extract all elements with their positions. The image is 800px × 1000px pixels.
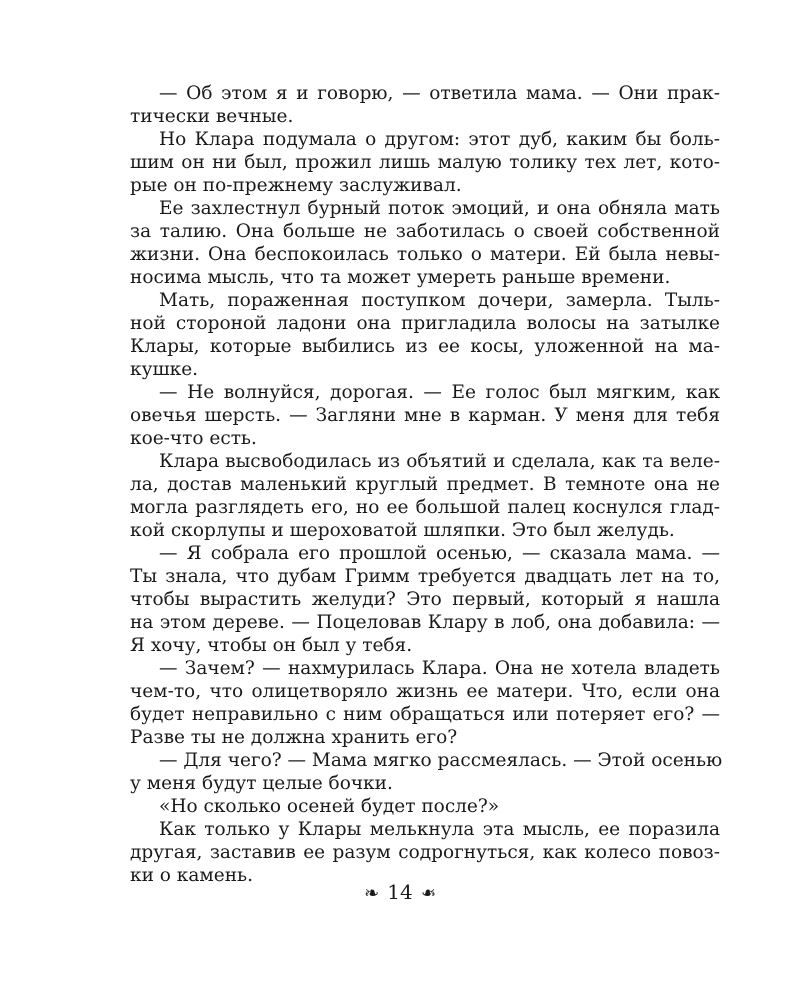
- text-line: носима мысль, что та может умереть раньше времени.: [130, 267, 671, 288]
- text-line: могла разглядеть его, но ее большой палец коснулся глад-: [130, 497, 720, 518]
- text-line: овечья шерсть. — Загляни мне в карман. У меня для тебя: [130, 405, 720, 426]
- text-line: Как только у Клары мелькнула эта мысль, ее поразила: [159, 819, 720, 840]
- text-line: кушке.: [130, 359, 199, 380]
- text-line: — Зачем? — нахмурилась Клара. Она не хотела владеть: [159, 658, 720, 679]
- text-line: «Но сколько осеней будет после?»: [159, 796, 500, 817]
- page-body: [130, 82, 723, 887]
- paragraph: [130, 749, 723, 795]
- text-line: на этом дереве. — Поцеловав Клару в лоб, она добавила: —: [130, 612, 720, 633]
- text-line: будет неправильно с ним обращаться или потеряет его? —: [130, 704, 720, 725]
- left-ornament-icon: ❧: [364, 883, 380, 904]
- text-line: чтобы вырастить желуди? Это первый, который я нашла: [130, 589, 720, 610]
- text-line: кой скорлупы и шероховатой шляпки. Это был желудь.: [130, 520, 675, 541]
- text-line: кое-что есть.: [130, 428, 257, 449]
- paragraph: [130, 542, 720, 657]
- paragraph: [130, 818, 720, 887]
- text-line: Мать, пораженная поступком дочери, замерла. Тыль-: [159, 290, 720, 311]
- paragraph: [130, 128, 720, 197]
- paragraph: [130, 82, 720, 128]
- paragraph: [130, 450, 720, 542]
- paragraph: [130, 289, 720, 381]
- text-line: ной стороной ладони она пригладила волосы на затылке: [130, 313, 720, 334]
- text-line: тически вечные.: [130, 106, 294, 127]
- text-line: жизни. Она беспокоилась только о матери. Ей была невы-: [130, 244, 720, 265]
- text-line: ла, достав маленький круглый предмет. В темноте она не: [130, 474, 720, 495]
- right-ornament-icon: ❧: [420, 883, 436, 904]
- paragraph: [130, 197, 720, 289]
- text-line: у меня будут целые бочки.: [130, 773, 393, 794]
- text-line: шим он ни был, прожил лишь малую толику тех лет, кото-: [130, 152, 720, 173]
- text-line: Разве ты не должна хранить его?: [130, 727, 458, 748]
- text-line: Я хочу, чтобы он был у тебя.: [130, 635, 413, 656]
- paragraph: [130, 381, 720, 450]
- text-line: ки о камень.: [130, 865, 254, 886]
- paragraph: [130, 795, 720, 818]
- text-line: — Не волнуйся, дорогая. — Ее голос был мягким, как: [159, 382, 720, 403]
- text-line: Но Клара подумала о другом: этот дуб, каким бы боль-: [159, 129, 720, 150]
- paragraph: [130, 657, 720, 749]
- text-line: рые он по-прежнему заслуживал.: [130, 175, 462, 196]
- text-line: другая, заставив ее разум содрогнуться, как колесо повоз-: [130, 842, 720, 863]
- text-line: за талию. Она больше не заботилась о своей собственной: [130, 221, 720, 242]
- text-line: Клары, которые выбились из ее косы, уложенной на ма-: [130, 336, 720, 357]
- page-number: 14: [387, 880, 413, 904]
- text-line: Ты знала, что дубам Гримм требуется двадцать лет на то,: [130, 566, 720, 587]
- text-line: Ее захлестнул бурный поток эмоций, и она обняла мать: [159, 198, 720, 219]
- text-line: — Я собрала его прошлой осенью, — сказала мама. —: [159, 543, 720, 564]
- page-footer: [0, 880, 800, 904]
- text-line: Клара высвободилась из объятий и сделала, как та веле-: [159, 451, 720, 472]
- text-line: чем-то, что олицетворяло жизнь ее матери. Что, если она: [130, 681, 720, 702]
- text-line: — Об этом я и говорю, — ответила мама. — Они прак-: [159, 83, 720, 104]
- text-line: — Для чего? — Мама мягко рассмеялась. — Этой осенью: [159, 750, 723, 771]
